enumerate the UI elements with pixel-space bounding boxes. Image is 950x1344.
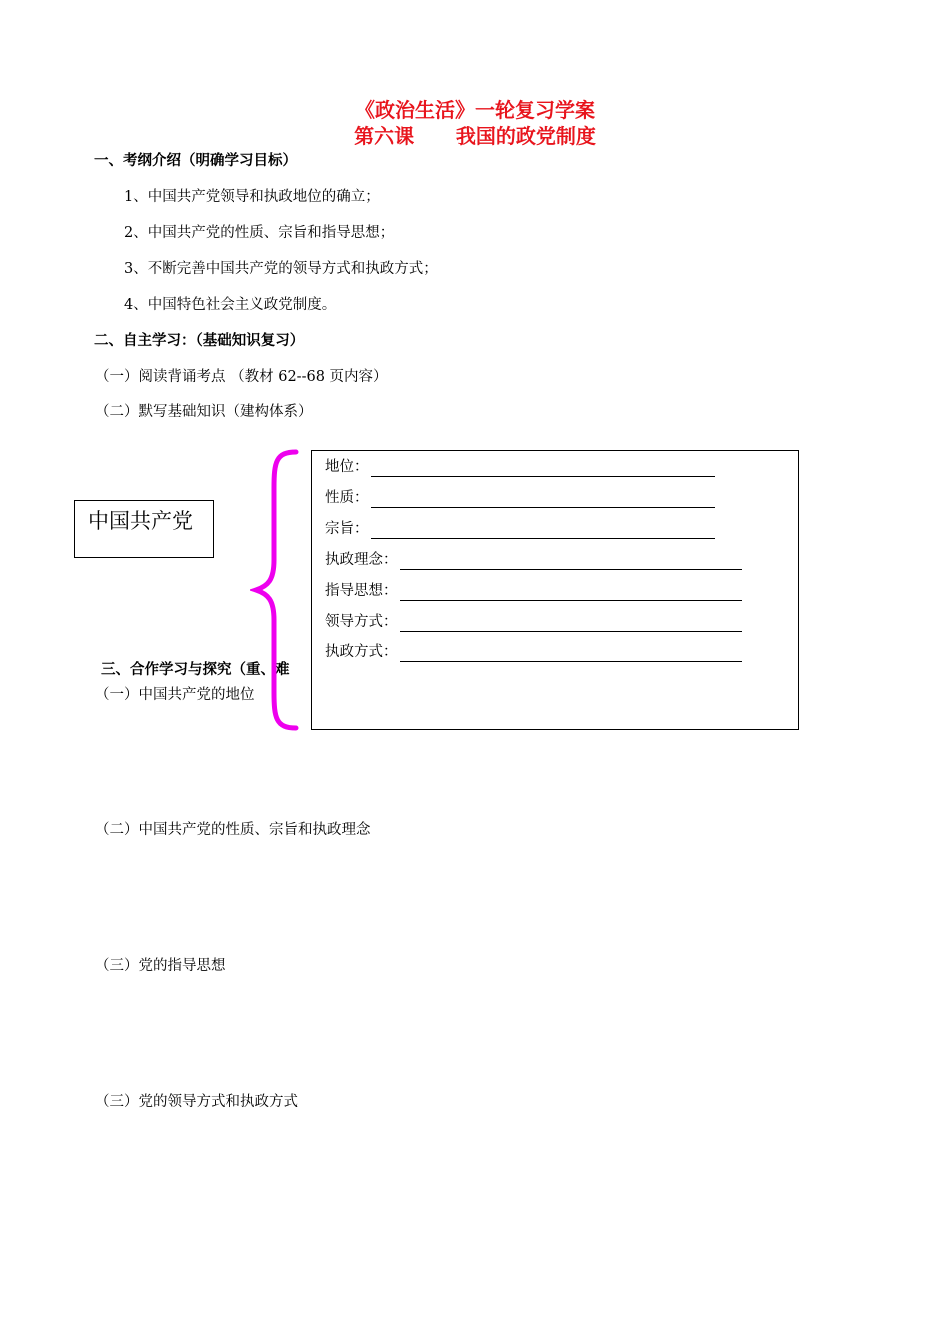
field-label: 执政理念： xyxy=(325,552,398,568)
field-label: 指导思想： xyxy=(325,583,398,599)
section1-heading: 一、考纲介绍（明确学习目标） xyxy=(94,153,297,169)
blank-line[interactable] xyxy=(371,524,715,539)
field-label: 领导方式： xyxy=(325,614,398,630)
blank-line[interactable] xyxy=(400,586,742,601)
field-purpose xyxy=(325,519,715,539)
doc-subtitle: 第六课 我国的政党制度 xyxy=(354,124,596,148)
blank-line[interactable] xyxy=(400,617,742,632)
doc-title: 《政治生活》一轮复习学案 xyxy=(355,98,595,122)
section2-heading: 二、自主学习：（基础知识复习） xyxy=(94,333,305,349)
field-label: 地位： xyxy=(325,459,369,475)
section3-sub: （三）党的指导思想 xyxy=(95,958,226,974)
cpc-root-box: 中国共产党 xyxy=(74,500,214,558)
field-leadership-mode xyxy=(325,612,742,632)
field-status xyxy=(325,457,715,477)
section2-sub1: （一）阅读背诵考点 （教材 62--68 页内容） xyxy=(95,369,388,385)
blank-line[interactable] xyxy=(371,493,715,508)
blank-line[interactable] xyxy=(400,647,742,662)
field-governing-mode xyxy=(325,642,742,662)
field-governing-philosophy xyxy=(325,550,742,570)
blank-line[interactable] xyxy=(371,462,715,477)
objective-item: 1、中国共产党领导和执政地位的确立； xyxy=(124,189,380,205)
section3-sub: （一）中国共产党的地位 xyxy=(95,687,255,703)
objective-item: 4、中国特色社会主义政党制度。 xyxy=(124,297,337,313)
field-guiding-ideology xyxy=(325,581,742,601)
section3-sub: （二）中国共产党的性质、宗旨和执政理念 xyxy=(95,822,371,838)
objective-item: 3、不断完善中国共产党的领导方式和执政方式； xyxy=(124,261,438,277)
section2-sub2: （二）默写基础知识（建构体系） xyxy=(95,404,313,420)
fill-in-box xyxy=(311,450,799,730)
blank-line[interactable] xyxy=(400,555,742,570)
section3-heading: 三、合作学习与探究（重、难 xyxy=(101,662,290,678)
field-nature xyxy=(325,488,715,508)
curly-brace-icon xyxy=(250,448,300,732)
objective-item: 2、中国共产党的性质、宗旨和指导思想； xyxy=(124,225,395,241)
field-label: 宗旨： xyxy=(325,521,369,537)
field-label: 执政方式： xyxy=(325,644,398,660)
field-label: 性质： xyxy=(325,490,369,506)
section3-sub: （三）党的领导方式和执政方式 xyxy=(95,1094,298,1110)
